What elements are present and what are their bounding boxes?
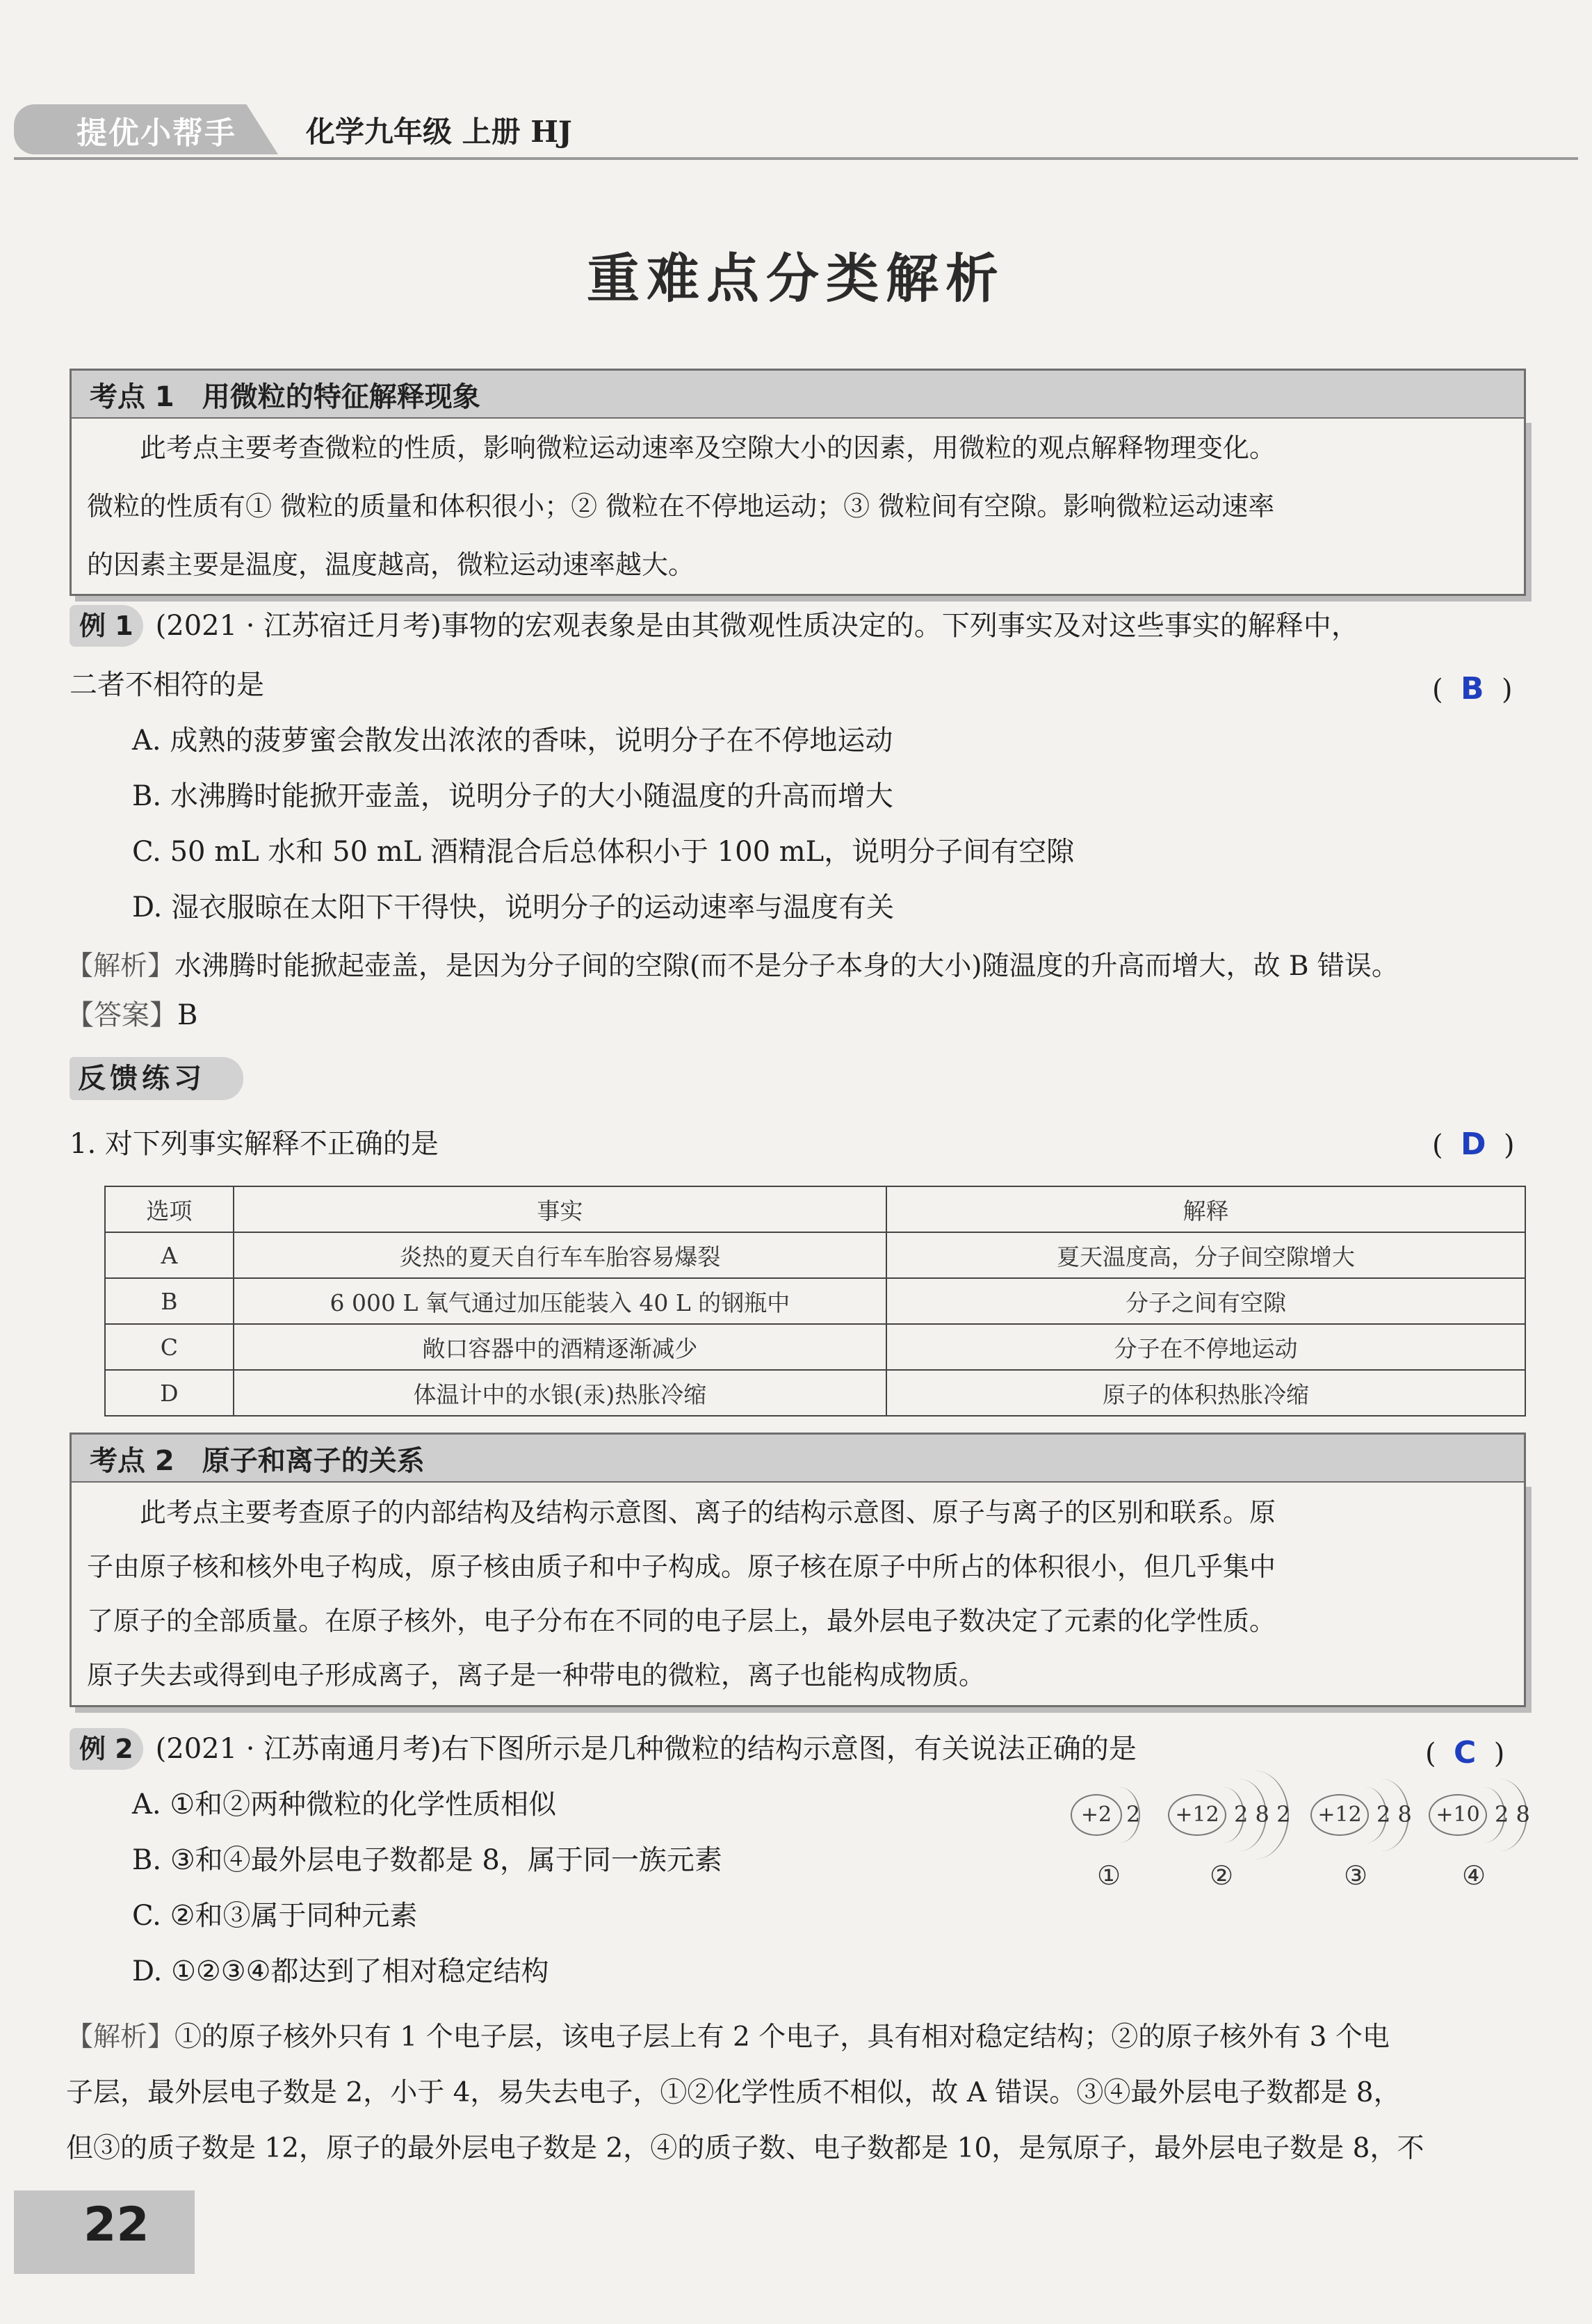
feedback-q1-bracket	[1432, 1127, 1515, 1162]
fact-table	[104, 1186, 1526, 1417]
table-cell: 6 000 L 氧气通过加压能装入 40 L 的钢瓶中	[234, 1278, 886, 1324]
page-title: 重难点分类解析	[587, 248, 1005, 309]
example2-stem-text: (2021 · 江苏南通月考)右下图所示是几种微粒的结构示意图，有关说法正确的是	[155, 1733, 1137, 1765]
header-subject: 化学九年级 上册 HJ	[306, 115, 572, 149]
bracket-open: (	[1432, 1129, 1443, 1161]
example2-analysis-line3: 但③的质子数是 12，原子的最外层电子数是 2，④的质子数、电子数都是 10，是氖原子，最外层电子数是 8，不	[66, 2133, 1424, 2164]
feedback-q1: 1. 对下列事实解释不正确的是	[70, 1128, 439, 1160]
atom-nucleus: +10	[1429, 1794, 1487, 1836]
shell-electrons: 2 8	[1495, 1801, 1530, 1827]
table-cell: B	[105, 1278, 234, 1324]
topic1-line: 此考点主要考查微粒的性质，影响微粒运动速率及空隙大小的因素，用微粒的观点解释物理变化。	[140, 433, 1276, 463]
shell-electrons: 2 8	[1376, 1801, 1412, 1827]
topic2-line: 了原子的全部质量。在原子核外，电子分布在不同的电子层上，最外层电子数决定了元素的化学性质。	[87, 1606, 1276, 1636]
topic2-title: 考点 2 原子和离子的关系	[70, 1433, 1526, 1481]
analysis-tag: 【解析】	[66, 2022, 175, 2053]
example2-label: 例 2	[70, 1728, 143, 1770]
example2-answer-bracket	[1425, 1735, 1504, 1770]
example1-answer-bracket	[1432, 671, 1513, 707]
topic1-body	[70, 417, 1526, 596]
diagram-label: ①	[1097, 1860, 1121, 1891]
bracket-open: (	[1432, 674, 1443, 706]
topic2-body	[70, 1481, 1526, 1707]
table-cell: 敞口容器中的酒精逐渐减少	[234, 1324, 886, 1370]
topic2-line: 此考点主要考查原子的内部结构及结构示意图、离子的结构示意图、原子与离子的区别和联系。原	[140, 1497, 1276, 1528]
example1-label: 例 1	[70, 605, 143, 647]
analysis-tag: 【解析】	[66, 951, 175, 982]
table-row	[105, 1232, 1525, 1278]
shell-electrons: 2	[1126, 1801, 1141, 1827]
table-cell: A	[105, 1232, 234, 1278]
topic2-box	[70, 1433, 1526, 1707]
example2-analysis-line2: 子层，最外层电子数是 2，小于 4，易失去电子，①②化学性质不相似，故 A 错误。③④最外层电子数都是 8，	[66, 2077, 1401, 2108]
example2-option-d: D. ①②③④都达到了相对稳定结构	[132, 1955, 549, 1987]
table-cell: 分子在不停地运动	[886, 1324, 1525, 1370]
topic2-line: 子由原子核和核外电子构成，原子核由质子和中子构成。原子核在原子中所占的体积很小，但几乎集中	[87, 1551, 1276, 1582]
example2-option-b: B. ③和④最外层电子数都是 8，属于同一族元素	[132, 1844, 722, 1876]
table-row	[105, 1278, 1525, 1324]
example2-analysis-line1	[66, 2010, 1390, 2065]
atom-nucleus: +12	[1168, 1794, 1226, 1836]
diagram-label: ②	[1210, 1860, 1234, 1891]
atom-nucleus: +12	[1310, 1794, 1369, 1836]
answer-text: B	[177, 999, 198, 1031]
atom-nucleus: +2	[1071, 1794, 1122, 1836]
example1-stem-line1	[70, 598, 1359, 654]
topic1-line: 微粒的性质有① 微粒的质量和体积很小；② 微粒在不停地运动；③ 微粒间有空隙。影响微粒运动速率	[87, 491, 1275, 522]
example1-answer: B	[1461, 671, 1484, 707]
topic1-line: 的因素主要是温度，温度越高，微粒运动速率越大。	[87, 549, 695, 580]
topic2-line: 原子失去或得到电子形成离子，离子是一种带电的微粒，离子也能构成物质。	[87, 1660, 986, 1690]
analysis-text: ①的原子核外只有 1 个电子层，该电子层上有 2 个电子，具有相对稳定结构；②的原子核外有 3 个电	[174, 2022, 1390, 2053]
example2-stem	[70, 1721, 1137, 1777]
header-divider	[14, 157, 1578, 160]
example2-option-a: A. ①和②两种微粒的化学性质相似	[132, 1789, 557, 1821]
table-row	[105, 1370, 1525, 1416]
analysis-text: 水沸腾时能掀起壶盖，是因为分子间的空隙(而不是分子本身的大小)随温度的升高而增大，故 B 错误。	[174, 951, 1399, 982]
table-header-row	[105, 1186, 1525, 1232]
example1-answer-line	[66, 987, 197, 1043]
page-number: 22	[83, 2197, 149, 2252]
feedback-q1-answer: D	[1461, 1127, 1486, 1162]
example1-stem-line2: 二者不相符的是	[70, 669, 264, 701]
diagram-label: ③	[1344, 1860, 1368, 1891]
example1-analysis	[66, 939, 1399, 994]
feedback-title: 反馈练习	[70, 1057, 243, 1100]
diagram-label: ④	[1462, 1860, 1486, 1891]
topic1-box	[70, 369, 1526, 596]
example2-answer: C	[1454, 1735, 1477, 1770]
table-row	[105, 1324, 1525, 1370]
bracket-close: )	[1504, 1129, 1515, 1161]
table-cell: 夏天温度高，分子间空隙增大	[886, 1232, 1525, 1278]
example1-stem: (2021 · 江苏宿迁月考)事物的宏观表象是由其微观性质决定的。下列事实及对这些事实的解释中，	[155, 610, 1359, 642]
example1-option-a: A. 成熟的菠萝蜜会散发出浓浓的香味，说明分子在不停地运动	[132, 725, 893, 757]
example2-option-c: C. ②和③属于同种元素	[132, 1900, 418, 1932]
example1-option-b: B. 水沸腾时能掀开壶盖，说明分子的大小随温度的升高而增大	[132, 780, 893, 812]
table-header: 选项	[105, 1186, 234, 1232]
bracket-close: )	[1493, 1738, 1505, 1770]
table-cell: C	[105, 1324, 234, 1370]
table-cell: 原子的体积热胀冷缩	[886, 1370, 1525, 1416]
bracket-open: (	[1425, 1738, 1436, 1770]
answer-tag: 【答案】	[66, 999, 177, 1031]
shell-electrons: 2 8 2	[1234, 1801, 1291, 1827]
table-cell: D	[105, 1370, 234, 1416]
topic1-title: 考点 1 用微粒的特征解释现象	[70, 369, 1526, 417]
table-header: 事实	[234, 1186, 886, 1232]
table-cell: 体温计中的水银(汞)热胀冷缩	[234, 1370, 886, 1416]
table-cell: 分子之间有空隙	[886, 1278, 1525, 1324]
example1-option-d: D. 湿衣服晾在太阳下干得快，说明分子的运动速率与温度有关	[132, 891, 895, 923]
table-cell: 炎热的夏天自行车车胎容易爆裂	[234, 1232, 886, 1278]
header-brand: 提优小帮手	[76, 115, 236, 151]
table-header: 解释	[886, 1186, 1525, 1232]
bracket-close: )	[1502, 674, 1513, 706]
example1-option-c: C. 50 mL 水和 50 mL 酒精混合后总体积小于 100 mL，说明分子间有空隙	[132, 836, 1075, 868]
